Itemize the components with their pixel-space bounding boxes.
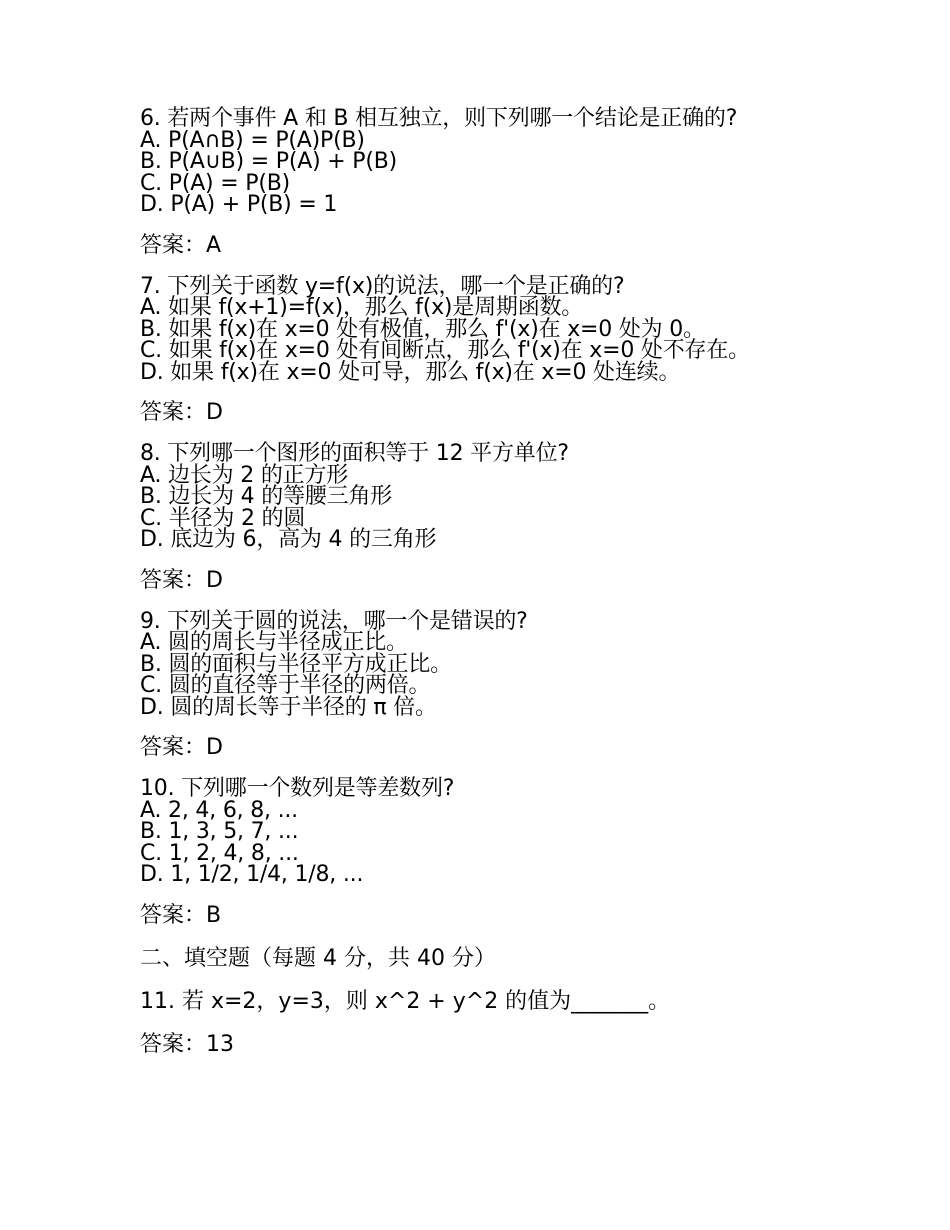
option-d: D. 圆的周长等于半径的 π 倍。 xyxy=(140,694,437,720)
question-stem: 9. 下列关于圆的说法，哪一个是错误的? xyxy=(140,608,528,634)
question-7 xyxy=(140,273,820,427)
option-c: C. 圆的直径等于半径的两倍。 xyxy=(140,673,431,698)
question-6 xyxy=(140,108,820,259)
option-a: A. 圆的周长与半径成正比。 xyxy=(140,630,408,655)
question-stem: 10. 下列哪一个数列是等差数列? xyxy=(140,776,455,801)
option-b: B. 1, 3, 5, 7, ... xyxy=(140,819,299,844)
option-b: B. 圆的面积与半径平方成正比。 xyxy=(140,651,452,677)
answer-line: 答案：D xyxy=(140,567,223,593)
question-8 xyxy=(140,443,820,594)
option-a: A. P(A∩B) = P(A)P(B) xyxy=(140,127,365,153)
answer-line: 答案：B xyxy=(140,902,222,928)
option-c: C. P(A) = P(B) xyxy=(140,170,290,196)
question-stem: 7. 下列关于函数 y=f(x)的说法，哪一个是正确的? xyxy=(140,273,625,299)
section-title-fill-in: 二、填空题（每题 4 分，共 40 分） xyxy=(140,945,496,971)
option-d: D. 如果 f(x)在 x=0 处可导，那么 f(x)在 x=0 处连续。 xyxy=(140,359,681,385)
answer-line: 答案：13 xyxy=(140,1031,234,1057)
answer-line: 答案：A xyxy=(140,232,222,258)
option-d: D. 1, 1/2, 1/4, 1/8, ... xyxy=(140,862,364,887)
answer-line: 答案：D xyxy=(140,400,223,425)
option-a: A. 如果 f(x+1)=f(x)，那么 f(x)是周期函数。 xyxy=(140,295,584,320)
option-b: B. 边长为 4 的等腰三角形 xyxy=(140,484,393,509)
question-11 xyxy=(140,989,820,1058)
option-b: B. P(A∪B) = P(A) + P(B) xyxy=(140,149,398,174)
answer-line: 答案：D xyxy=(140,735,223,760)
document-page xyxy=(140,108,820,1075)
option-a: A. 边长为 2 的正方形 xyxy=(140,462,349,488)
option-a: A. 2, 4, 6, 8, ... xyxy=(140,797,298,823)
option-c: C. 如果 f(x)在 x=0 处有间断点，那么 f'(x)在 x=0 处不存在。 xyxy=(140,338,750,363)
option-c: C. 半径为 2 的圆 xyxy=(140,505,306,531)
option-d: D. 底边为 6，高为 4 的三角形 xyxy=(140,527,437,552)
option-b: B. 如果 f(x)在 x=0 处有极值，那么 f'(x)在 x=0 处为 0。 xyxy=(140,316,705,342)
option-c: C. 1, 2, 4, 8, ... xyxy=(140,840,299,866)
question-10 xyxy=(140,778,820,929)
question-stem: 8. 下列哪一个图形的面积等于 12 平方单位? xyxy=(140,441,569,466)
question-stem: 11. 若 x=2，y=3，则 x^2 + y^2 的值为_______。 xyxy=(140,988,671,1014)
question-9 xyxy=(140,608,820,762)
question-stem: 6. 若两个事件 A 和 B 相互独立，则下列哪一个结论是正确的? xyxy=(140,106,738,131)
option-d: D. P(A) + P(B) = 1 xyxy=(140,192,338,217)
